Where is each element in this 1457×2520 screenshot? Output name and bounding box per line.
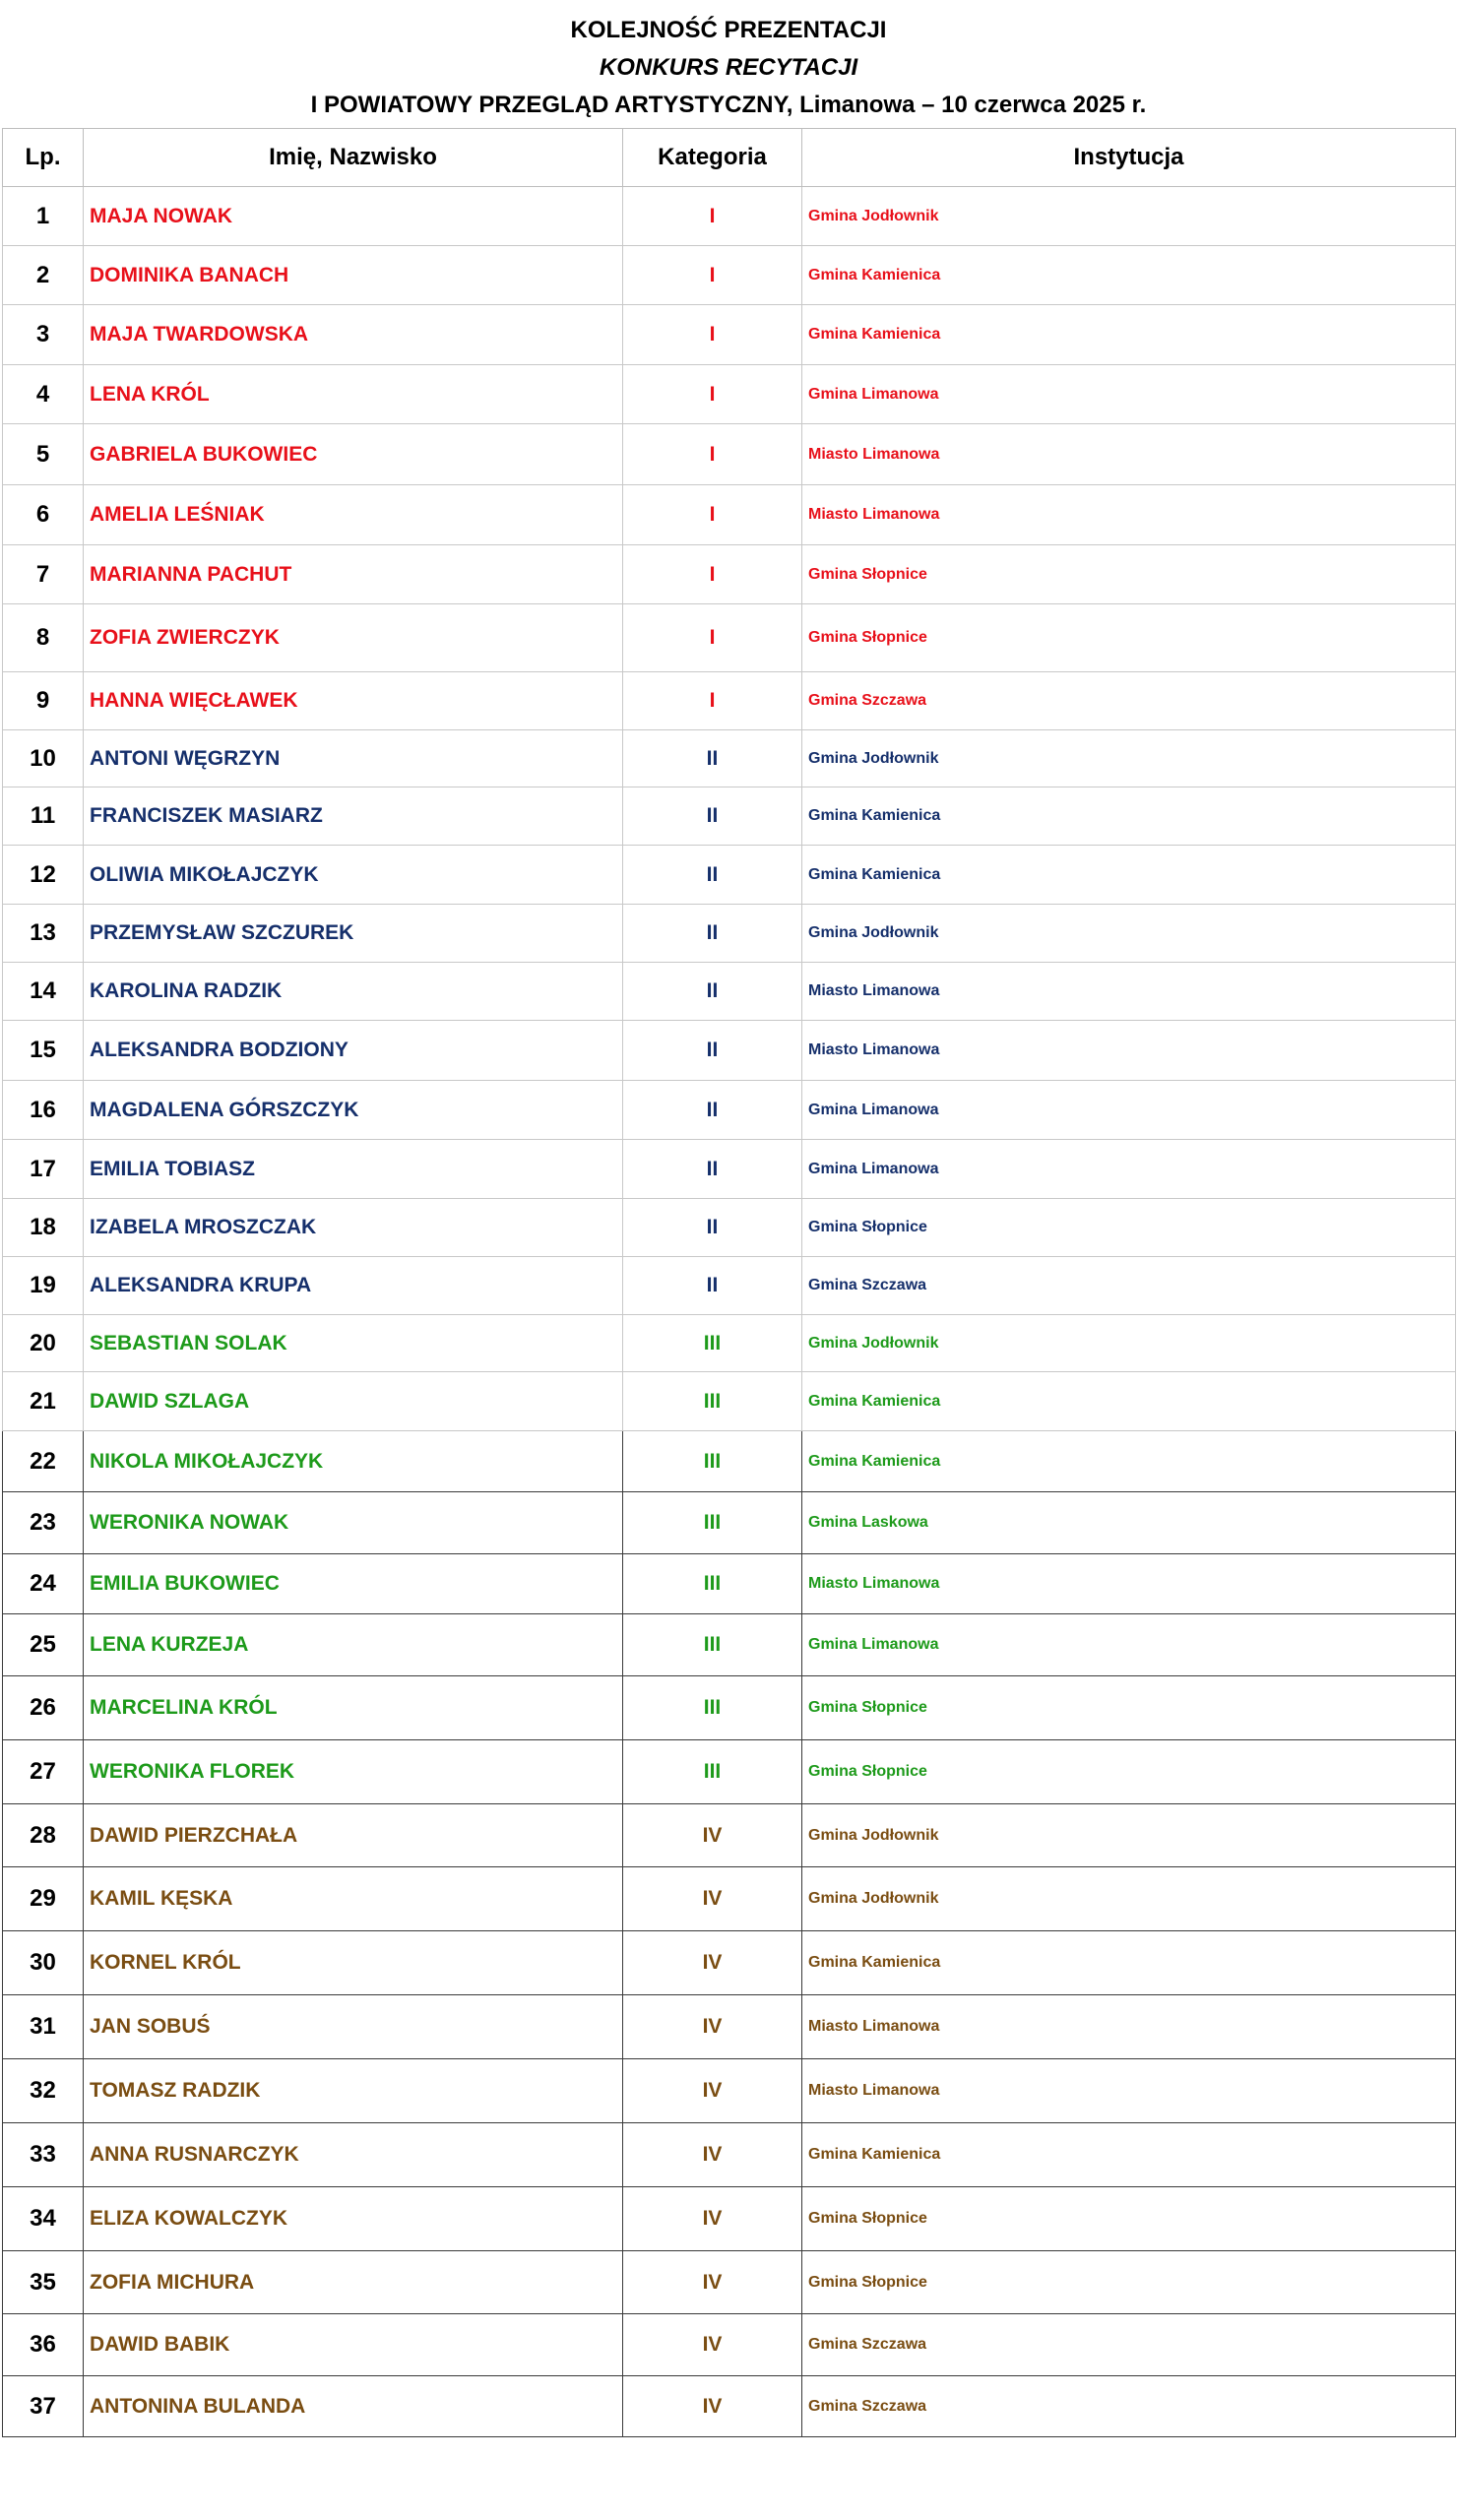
- cell-name: MAJA TWARDOWSKA: [84, 305, 623, 365]
- cell-name: DAWID BABIK: [84, 2314, 623, 2376]
- event-line: I POWIATOWY PRZEGLĄD ARTYSTYCZNY, Limanowa – 10 czerwca 2025 r.: [310, 92, 1147, 118]
- cell-category: IV: [623, 1804, 802, 1867]
- cell-institution: Miasto Limanowa: [802, 963, 1456, 1021]
- cell-institution: Gmina Kamienica: [802, 788, 1456, 846]
- cell-institution: Gmina Słopnice: [802, 2251, 1456, 2314]
- column-header-name: Imię, Nazwisko: [84, 129, 623, 187]
- cell-institution: Gmina Szczawa: [802, 2376, 1456, 2437]
- cell-institution: Miasto Limanowa: [802, 485, 1456, 545]
- cell-name: FRANCISZEK MASIARZ: [84, 788, 623, 846]
- table-row: [3, 187, 1456, 246]
- cell-lp: 23: [3, 1492, 84, 1554]
- column-header-institution: Instytucja: [802, 129, 1456, 187]
- table-row: [3, 1931, 1456, 1995]
- cell-category: I: [623, 187, 802, 246]
- cell-institution: Gmina Jodłownik: [802, 1315, 1456, 1372]
- cell-name: WERONIKA FLOREK: [84, 1740, 623, 1804]
- cell-name: JAN SOBUŚ: [84, 1995, 623, 2059]
- cell-institution: Miasto Limanowa: [802, 1995, 1456, 2059]
- table-row: [3, 2123, 1456, 2187]
- cell-category: III: [623, 1740, 802, 1804]
- document-header: [0, 0, 1457, 124]
- cell-institution: Gmina Słopnice: [802, 1676, 1456, 1740]
- cell-category: II: [623, 846, 802, 905]
- cell-lp: 32: [3, 2059, 84, 2123]
- cell-name: OLIWIA MIKOŁAJCZYK: [84, 846, 623, 905]
- cell-lp: 19: [3, 1257, 84, 1315]
- cell-institution: Gmina Jodłownik: [802, 905, 1456, 963]
- cell-institution: Gmina Limanowa: [802, 365, 1456, 424]
- cell-institution: Gmina Słopnice: [802, 1199, 1456, 1257]
- document-title: KOLEJNOŚĆ PREZENTACJI: [570, 17, 887, 43]
- cell-category: II: [623, 1081, 802, 1140]
- cell-category: II: [623, 730, 802, 788]
- cell-lp: 17: [3, 1140, 84, 1199]
- cell-lp: 20: [3, 1315, 84, 1372]
- cell-lp: 15: [3, 1021, 84, 1081]
- cell-category: I: [623, 672, 802, 730]
- cell-institution: Gmina Kamienica: [802, 305, 1456, 365]
- cell-institution: Gmina Kamienica: [802, 2123, 1456, 2187]
- cell-name: TOMASZ RADZIK: [84, 2059, 623, 2123]
- cell-lp: 3: [3, 305, 84, 365]
- table-header-row: [3, 129, 1456, 187]
- cell-category: III: [623, 1372, 802, 1431]
- cell-name: WERONIKA NOWAK: [84, 1492, 623, 1554]
- cell-lp: 11: [3, 788, 84, 846]
- cell-name: ALEKSANDRA BODZIONY: [84, 1021, 623, 1081]
- cell-category: IV: [623, 2251, 802, 2314]
- cell-name: NIKOLA MIKOŁAJCZYK: [84, 1431, 623, 1492]
- table-row: [3, 485, 1456, 545]
- table-row: [3, 365, 1456, 424]
- table-row: [3, 1372, 1456, 1431]
- cell-institution: Gmina Szczawa: [802, 672, 1456, 730]
- cell-name: DAWID PIERZCHAŁA: [84, 1804, 623, 1867]
- cell-name: ANTONI WĘGRZYN: [84, 730, 623, 788]
- cell-lp: 33: [3, 2123, 84, 2187]
- cell-category: III: [623, 1315, 802, 1372]
- table-row: [3, 2187, 1456, 2251]
- cell-name: KORNEL KRÓL: [84, 1931, 623, 1995]
- table-row: [3, 1492, 1456, 1554]
- presentation-order-table: [2, 128, 1456, 2437]
- cell-institution: Gmina Kamienica: [802, 246, 1456, 305]
- cell-institution: Gmina Limanowa: [802, 1614, 1456, 1676]
- cell-lp: 13: [3, 905, 84, 963]
- cell-lp: 28: [3, 1804, 84, 1867]
- cell-lp: 30: [3, 1931, 84, 1995]
- cell-institution: Miasto Limanowa: [802, 2059, 1456, 2123]
- cell-name: ZOFIA MICHURA: [84, 2251, 623, 2314]
- cell-name: ANNA RUSNARCZYK: [84, 2123, 623, 2187]
- cell-lp: 29: [3, 1867, 84, 1931]
- table-row: [3, 672, 1456, 730]
- cell-institution: Gmina Kamienica: [802, 1372, 1456, 1431]
- table-row: [3, 730, 1456, 788]
- cell-category: IV: [623, 2314, 802, 2376]
- table-row: [3, 788, 1456, 846]
- cell-lp: 9: [3, 672, 84, 730]
- cell-category: I: [623, 246, 802, 305]
- table-row: [3, 305, 1456, 365]
- table-row: [3, 1867, 1456, 1931]
- table-row: [3, 2251, 1456, 2314]
- cell-institution: Gmina Jodłownik: [802, 1867, 1456, 1931]
- cell-name: HANNA WIĘCŁAWEK: [84, 672, 623, 730]
- cell-lp: 26: [3, 1676, 84, 1740]
- cell-name: MAGDALENA GÓRSZCZYK: [84, 1081, 623, 1140]
- cell-category: I: [623, 604, 802, 672]
- cell-name: ZOFIA ZWIERCZYK: [84, 604, 623, 672]
- cell-lp: 10: [3, 730, 84, 788]
- cell-category: III: [623, 1614, 802, 1676]
- cell-name: SEBASTIAN SOLAK: [84, 1315, 623, 1372]
- table-row: [3, 1021, 1456, 1081]
- cell-name: IZABELA MROSZCZAK: [84, 1199, 623, 1257]
- cell-lp: 22: [3, 1431, 84, 1492]
- cell-lp: 2: [3, 246, 84, 305]
- table-row: [3, 905, 1456, 963]
- cell-institution: Miasto Limanowa: [802, 1554, 1456, 1614]
- cell-category: IV: [623, 2123, 802, 2187]
- cell-institution: Gmina Limanowa: [802, 1140, 1456, 1199]
- cell-category: III: [623, 1492, 802, 1554]
- cell-name: EMILIA BUKOWIEC: [84, 1554, 623, 1614]
- table-row: [3, 1740, 1456, 1804]
- cell-institution: Miasto Limanowa: [802, 424, 1456, 485]
- table-row: [3, 246, 1456, 305]
- cell-name: KAMIL KĘSKA: [84, 1867, 623, 1931]
- cell-institution: Gmina Jodłownik: [802, 1804, 1456, 1867]
- column-header-lp: Lp.: [3, 129, 84, 187]
- cell-category: IV: [623, 2187, 802, 2251]
- cell-name: MARIANNA PACHUT: [84, 545, 623, 604]
- cell-name: LENA KURZEJA: [84, 1614, 623, 1676]
- cell-category: IV: [623, 1995, 802, 2059]
- cell-lp: 36: [3, 2314, 84, 2376]
- cell-institution: Gmina Słopnice: [802, 545, 1456, 604]
- cell-institution: Gmina Kamienica: [802, 1431, 1456, 1492]
- cell-lp: 12: [3, 846, 84, 905]
- cell-category: IV: [623, 2376, 802, 2437]
- cell-name: PRZEMYSŁAW SZCZUREK: [84, 905, 623, 963]
- cell-name: MAJA NOWAK: [84, 187, 623, 246]
- cell-name: GABRIELA BUKOWIEC: [84, 424, 623, 485]
- cell-category: I: [623, 424, 802, 485]
- cell-category: II: [623, 1257, 802, 1315]
- table-row: [3, 545, 1456, 604]
- cell-institution: Gmina Szczawa: [802, 2314, 1456, 2376]
- cell-category: I: [623, 365, 802, 424]
- cell-institution: Gmina Kamienica: [802, 846, 1456, 905]
- cell-lp: 8: [3, 604, 84, 672]
- cell-lp: 35: [3, 2251, 84, 2314]
- cell-name: ELIZA KOWALCZYK: [84, 2187, 623, 2251]
- table-row: [3, 846, 1456, 905]
- cell-lp: 24: [3, 1554, 84, 1614]
- cell-lp: 31: [3, 1995, 84, 2059]
- cell-category: IV: [623, 1867, 802, 1931]
- cell-category: II: [623, 788, 802, 846]
- table-row: [3, 1554, 1456, 1614]
- cell-name: AMELIA LEŚNIAK: [84, 485, 623, 545]
- cell-name: ANTONINA BULANDA: [84, 2376, 623, 2437]
- cell-category: III: [623, 1554, 802, 1614]
- cell-institution: Gmina Jodłownik: [802, 187, 1456, 246]
- table-row: [3, 1199, 1456, 1257]
- cell-category: IV: [623, 2059, 802, 2123]
- document-subtitle: KONKURS RECYTACJI: [599, 54, 858, 81]
- table-row: [3, 1257, 1456, 1315]
- cell-lp: 7: [3, 545, 84, 604]
- table-row: [3, 2314, 1456, 2376]
- cell-lp: 5: [3, 424, 84, 485]
- cell-lp: 16: [3, 1081, 84, 1140]
- cell-institution: Gmina Słopnice: [802, 604, 1456, 672]
- table-row: [3, 2376, 1456, 2437]
- table-row: [3, 1804, 1456, 1867]
- cell-category: II: [623, 963, 802, 1021]
- cell-name: EMILIA TOBIASZ: [84, 1140, 623, 1199]
- cell-name: KAROLINA RADZIK: [84, 963, 623, 1021]
- cell-institution: Gmina Kamienica: [802, 1931, 1456, 1995]
- cell-category: III: [623, 1676, 802, 1740]
- cell-category: I: [623, 485, 802, 545]
- cell-category: I: [623, 305, 802, 365]
- cell-lp: 14: [3, 963, 84, 1021]
- cell-lp: 1: [3, 187, 84, 246]
- table-row: [3, 963, 1456, 1021]
- cell-lp: 25: [3, 1614, 84, 1676]
- table-row: [3, 1315, 1456, 1372]
- cell-name: LENA KRÓL: [84, 365, 623, 424]
- table-row: [3, 1995, 1456, 2059]
- table-row: [3, 424, 1456, 485]
- table-row: [3, 1431, 1456, 1492]
- cell-institution: Gmina Jodłownik: [802, 730, 1456, 788]
- cell-name: DOMINIKA BANACH: [84, 246, 623, 305]
- cell-lp: 27: [3, 1740, 84, 1804]
- table-row: [3, 1140, 1456, 1199]
- cell-lp: 6: [3, 485, 84, 545]
- table-body: [3, 187, 1456, 2437]
- cell-institution: Gmina Limanowa: [802, 1081, 1456, 1140]
- table-row: [3, 1081, 1456, 1140]
- cell-category: IV: [623, 1931, 802, 1995]
- cell-institution: Gmina Laskowa: [802, 1492, 1456, 1554]
- cell-category: II: [623, 1199, 802, 1257]
- cell-category: II: [623, 905, 802, 963]
- cell-lp: 18: [3, 1199, 84, 1257]
- cell-name: MARCELINA KRÓL: [84, 1676, 623, 1740]
- cell-institution: Gmina Szczawa: [802, 1257, 1456, 1315]
- cell-category: II: [623, 1140, 802, 1199]
- table-row: [3, 604, 1456, 672]
- cell-category: III: [623, 1431, 802, 1492]
- cell-name: DAWID SZLAGA: [84, 1372, 623, 1431]
- cell-institution: Miasto Limanowa: [802, 1021, 1456, 1081]
- table-row: [3, 1614, 1456, 1676]
- cell-category: I: [623, 545, 802, 604]
- cell-category: II: [623, 1021, 802, 1081]
- cell-institution: Gmina Słopnice: [802, 1740, 1456, 1804]
- cell-lp: 34: [3, 2187, 84, 2251]
- cell-name: ALEKSANDRA KRUPA: [84, 1257, 623, 1315]
- cell-lp: 37: [3, 2376, 84, 2437]
- table-row: [3, 2059, 1456, 2123]
- cell-institution: Gmina Słopnice: [802, 2187, 1456, 2251]
- table-row: [3, 1676, 1456, 1740]
- cell-lp: 21: [3, 1372, 84, 1431]
- column-header-category: Kategoria: [623, 129, 802, 187]
- cell-lp: 4: [3, 365, 84, 424]
